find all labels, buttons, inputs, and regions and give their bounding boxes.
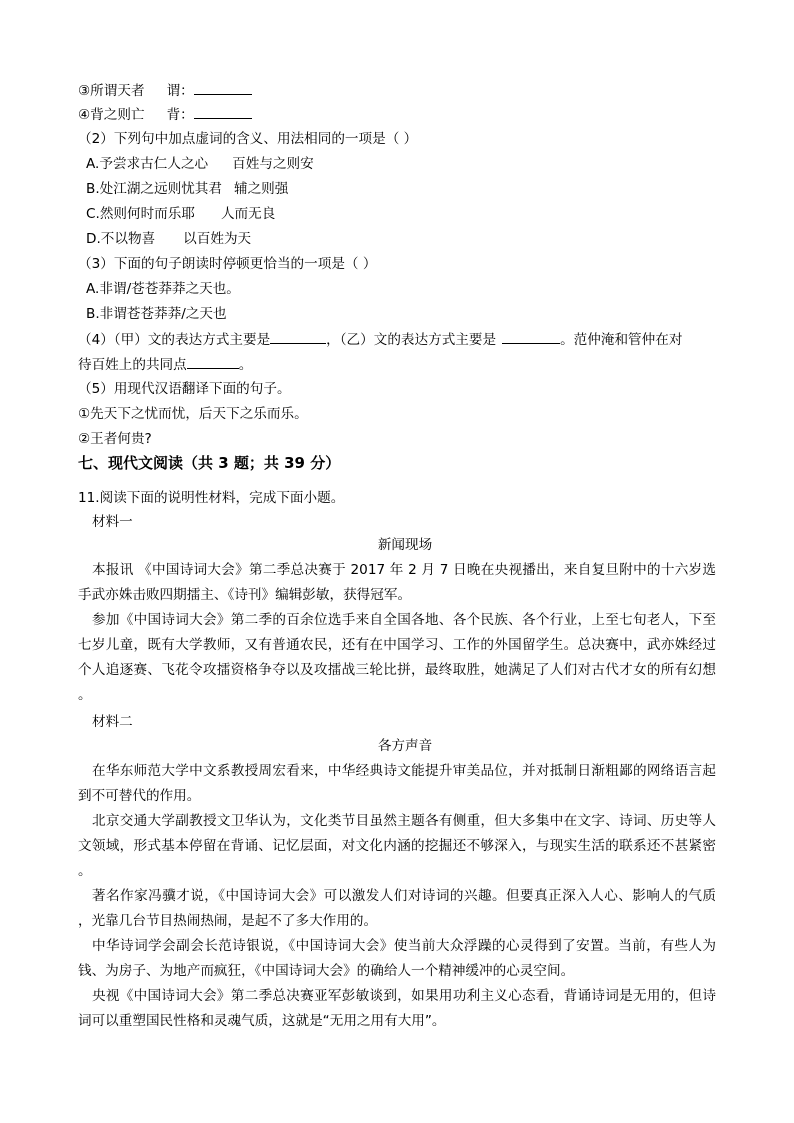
- answer-blank[interactable]: [194, 80, 252, 95]
- paragraph-line: 文领域，形式基本停留在背诵、记忆层面，对文化内涵的挖掘还不够深入，与现实生活的联系还不甚紧密: [78, 838, 716, 854]
- q2-option-c-left: C.然则何时而乐耶: [86, 206, 195, 222]
- q4-line-2-end: 。: [238, 357, 253, 373]
- answer-blank[interactable]: [502, 329, 560, 344]
- q2-stem: （2）下列句中加点虚词的含义、用法相同的一项是（ ）: [78, 131, 418, 147]
- material-2-title: 各方声音: [377, 738, 433, 754]
- q2-option-b-left: B.处江湖之远则忧其君: [86, 181, 222, 197]
- paragraph-line: 在华东师范大学中文系教授周宏看来，中华经典诗文能提升审美品位，并对抵制日渐粗鄙的网络语言起: [92, 763, 716, 779]
- answer-blank[interactable]: [270, 329, 326, 344]
- q2-option-d-right: 以百姓为天: [183, 231, 252, 247]
- q4-part-2: ，（乙）文的表达方式主要是: [326, 332, 497, 348]
- paragraph-line: 。: [78, 687, 92, 703]
- q2-option-a: [86, 154, 314, 174]
- q2-option-b: [86, 179, 288, 199]
- paragraph-line: 手武亦姝击败四期擂主、《诗刊》编辑彭敏，获得冠军。: [78, 587, 412, 603]
- material-2-label: 材料二: [92, 714, 133, 730]
- q2-option-c-right: 人而无良: [220, 206, 276, 222]
- material-1-label: 材料一: [92, 514, 133, 530]
- answer-blank[interactable]: [194, 104, 252, 119]
- q2-option-d-left: D.不以物喜: [86, 231, 156, 247]
- paragraph-line: 北京交通大学副教授文卫华认为，文化类节目虽然主题各有侧重，但大多集中在文字、诗词、历史等人: [92, 813, 716, 829]
- q1-item-3: [78, 80, 252, 101]
- material-1-title: 新闻现场: [377, 537, 433, 553]
- q3-option-b: B.非谓苍苍莽莽/之天也: [86, 306, 227, 322]
- section-heading: 七、现代文阅读（共 3 题；共 39 分）: [78, 454, 341, 472]
- paragraph-line: 词可以重塑国民性格和灵魂气质，这就是“无用之用有大用”。: [78, 1013, 446, 1029]
- paragraph-line: 央视《中国诗词大会》第二季总决赛亚军彭敏谈到，如果用功利主义心态看，背诵诗词是无用的，但诗: [92, 988, 716, 1004]
- q3-option-a: A.非谓/苍苍莽莽之天也。: [86, 281, 240, 297]
- q4-part-1: （4）（甲）文的表达方式主要是: [78, 332, 271, 348]
- q4-part-3: 。范仲淹和管仲在对: [560, 332, 683, 348]
- q2-option-a-left: A.予尝求古仁人之心: [86, 156, 209, 172]
- paragraph-line: 钱、为房子、为地产而疯狂，《中国诗词大会》的确给人一个精神缓冲的心灵空间。: [78, 963, 575, 979]
- paragraph-line: 到不可替代的作用。: [78, 788, 201, 804]
- paragraph-line: 个人追逐赛、飞花令攻擂资格争夺以及攻擂战三轮比拼，最终取胜，她满足了人们对古代才女的所有幻想: [78, 662, 716, 678]
- q1-item-4-word: 背：: [166, 107, 194, 123]
- q1-item-4-text: ④背之则亡: [78, 107, 145, 123]
- q4-line-2-text: 待百姓上的共同点: [78, 357, 187, 373]
- q3-stem: （3）下面的句子朗读时停顿更恰当的一项是（ ）: [78, 256, 377, 272]
- q5-sentence-2: ②王者何贵?: [78, 431, 152, 447]
- q1-item-4: [78, 104, 252, 125]
- paragraph-line: ，光靠几台节目热闹热闹，是起不了多大作用的。: [78, 913, 378, 929]
- paragraph-line: 本报讯 《中国诗词大会》第二季总决赛于 2017 年 2 月 7 日晚在央视播出，来自复旦附中的十六岁选: [92, 562, 716, 578]
- paragraph-line: 。: [78, 863, 92, 879]
- q5-stem: （5）用现代汉语翻译下面的句子。: [78, 381, 291, 397]
- q2-option-d: [86, 229, 251, 249]
- paragraph-line: 七岁儿童，既有大学教师，又有普通农民，还有在中国学习、工作的外国留学生。总决赛中，武亦姝经过: [78, 637, 716, 653]
- q11-stem: 11.阅读下面的说明性材料，完成下面小题。: [78, 490, 345, 506]
- q5-sentence-1: ①先天下之忧而忧，后天下之乐而乐。: [78, 406, 308, 422]
- q2-option-c: [86, 204, 275, 224]
- paragraph-line: 中华诗词学会副会长范诗银说，《中国诗词大会》使当前大众浮躁的心灵得到了安置。当前，有些人为: [92, 938, 716, 954]
- paragraph-line: 著名作家冯骥才说，《中国诗词大会》可以激发人们对诗词的兴趣。但要真正深入人心、影响人的气质: [92, 888, 716, 904]
- q1-item-3-text: ③所谓天者: [78, 83, 145, 99]
- paragraph-line: 参加《中国诗词大会》第二季的百余位选手来自全国各地、各个民族、各个行业，上至七旬老人，下至: [92, 612, 716, 628]
- q4-line-1: [78, 329, 682, 350]
- q4-line-2: [78, 354, 252, 375]
- q2-option-a-right: 百姓与之则安: [232, 156, 314, 172]
- q2-option-b-right: 辅之则强: [234, 181, 289, 197]
- answer-blank[interactable]: [187, 354, 239, 369]
- q1-item-3-word: 谓：: [166, 83, 194, 99]
